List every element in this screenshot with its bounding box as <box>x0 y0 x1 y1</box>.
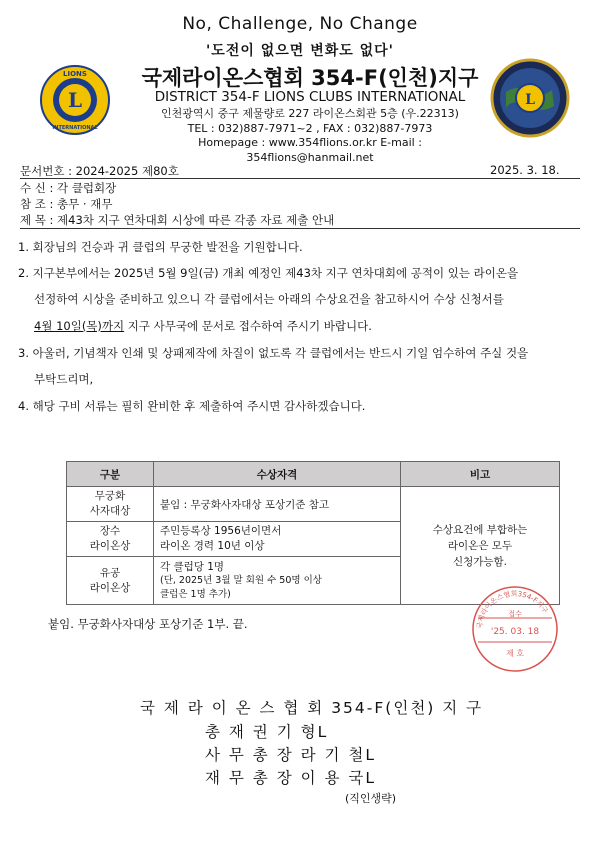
header-remark: 비고 <box>401 462 560 487</box>
body-item-3-line2: 부탁드리며, <box>34 372 94 386</box>
header-criteria: 수상자격 <box>154 462 401 487</box>
body-item-3-line1: 3. 아울러, 기념책자 인쇄 및 상패제작에 차질이 없도록 각 클럽에서는 반드시 기일 엄수하여 주실 것을 <box>18 346 529 360</box>
receipt-stamp <box>470 584 560 674</box>
header-category: 구분 <box>67 462 154 487</box>
svg-text:'25. 03. 18: '25. 03. 18 <box>490 627 540 637</box>
logo-letter: L <box>67 88 83 112</box>
body-item-4: 4. 해당 구비 서류는 필히 완비한 후 제출하여 주시면 감사하겠습니다. <box>18 399 366 413</box>
emblem-letter: L <box>525 92 535 108</box>
email: 354flions@hanmail.net <box>246 150 374 164</box>
organization-name-english: DISTRICT 354-F LIONS CLUBS INTERNATIONAL <box>154 89 466 105</box>
slogan-english: No, Challenge, No Change <box>182 14 418 34</box>
recipient: 수 신 : 각 클럽회장 <box>20 181 117 195</box>
body-item-2-line3: 4월 10일(목)까지 지구 사무국에 문서로 접수하여 주시기 바랍니다. <box>34 319 372 333</box>
category-cell: 무궁화 사자대상 <box>67 487 154 522</box>
signature-treasurer: 재 무 총 장 이 용 국L <box>205 769 377 787</box>
svg-text:INTERNATIONAL: INTERNATIONAL <box>52 125 98 131</box>
body-item-2-line1: 2. 지구본부에서는 2025년 5월 9일(금) 개최 예정인 제43차 지구 연차대회에 공적이 있는 라이온을 <box>18 266 519 280</box>
organization-name-korean: 국제라이온스협회 354-F(인천)지구 <box>141 66 479 90</box>
signature-organization: 국 제 라 이 온 스 협 회 354-F(인천) 지 구 <box>140 699 484 717</box>
signature-secretary: 사 무 총 장 라 기 철L <box>205 746 377 764</box>
attachment-note: 붙임. 무궁화사자대상 포상기준 1부. 끝. <box>48 617 248 631</box>
address: 인천광역시 중구 제물량로 227 라이온스회관 5층 (우.22313) <box>161 107 459 120</box>
remark-cell: 수상요건에 부합하는 라이온은 모두 신청가능함. <box>401 487 560 605</box>
table-row <box>67 487 560 522</box>
slogan-korean: '도전이 없으면 변화도 없다' <box>206 43 394 59</box>
homepage: Homepage : www.354flions.or.kr E-mail : <box>198 136 422 149</box>
seal-omitted-note: (직인생략) <box>345 792 397 805</box>
svg-text:국제라이온스협회354-F지구: 국제라이온스협회354-F지구 <box>475 589 550 630</box>
table-header-row <box>67 462 560 487</box>
deadline-text: 4월 10일(목)까지 <box>34 319 125 333</box>
category-cell: 장수 라이온상 <box>67 522 154 557</box>
subject: 제 목 : 제43차 지구 연차대회 시상에 따른 각종 자료 제출 안내 <box>20 213 335 227</box>
tel-fax: TEL : 032)887-7971~2 , FAX : 032)887-7973 <box>187 121 433 135</box>
criteria-cell: 붙임 : 무궁화사자대상 포상기준 참고 <box>154 487 401 522</box>
reference: 참 조 : 총무 · 재무 <box>20 197 113 211</box>
svg-text:제 호: 제 호 <box>506 649 524 658</box>
svg-text:접수: 접수 <box>508 610 522 618</box>
svg-text:LIONS: LIONS <box>63 70 87 78</box>
contact-block <box>100 107 520 165</box>
body-item-2-line2: 선정하여 시상을 준비하고 있으니 각 클럽에서는 아래의 수상요건을 참고하시어 수상 신청서를 <box>34 292 504 306</box>
divider <box>20 228 580 229</box>
category-cell: 유공 라이온상 <box>67 557 154 605</box>
document-date: 2025. 3. 18. <box>490 163 560 177</box>
body-item-1: 1. 회장님의 건승과 귀 클럽의 무궁한 발전을 기원합니다. <box>18 240 303 254</box>
criteria-note: (단, 2025년 3월 말 회원 수 50명 이상 클럽은 1명 추가) <box>160 575 322 600</box>
document-number: 문서번호 : 2024-2025 제80호 <box>20 164 179 178</box>
district-emblem <box>490 58 570 138</box>
criteria-cell: 각 클럽당 1명 (단, 2025년 3월 말 회원 수 50명 이상 클럽은 1명 추가) <box>154 557 401 605</box>
signature-governor: 총 재 권 기 형L <box>205 723 329 741</box>
criteria-cell: 주민등록상 1956년이면서 라이온 경력 10년 이상 <box>154 522 401 557</box>
divider <box>20 178 580 179</box>
